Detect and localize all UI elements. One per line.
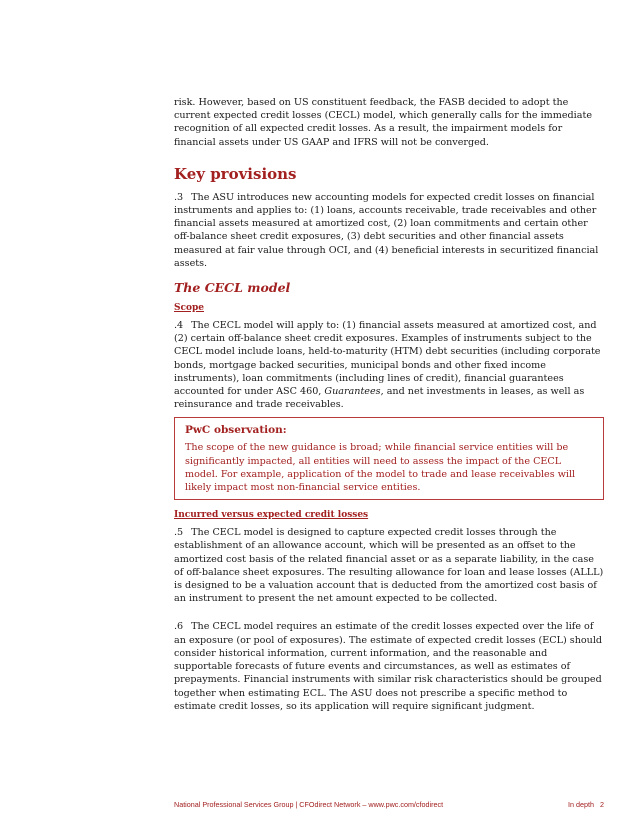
intro-paragraph: risk. However, based on US constituent feedback, the FASB decided to adopt the current expected credit losses (CECL) model, which generally calls for the immediate recognition of all expected credit losses. As a result, the impairment models for financial assets under US GAAP and IFRS will not be converged. — [174, 97, 593, 148]
paragraph-5 — [174, 526, 604, 605]
paragraph-text: The CECL model will apply to: (1) financial assets measured at amortized cost, and (2) certain off-balance sheet credit exposures. Examples of instruments subject to the CECL model include loans, held-to-maturity (HTM) debt securities (including corporate bonds, mortgage backed securities, municipal bonds and other fixed income instruments), loan commitments (including lines of credit), financial guarantees accounted for under ASC 460, — [174, 320, 601, 398]
incurred-vs-expected-heading: Incurred versus expected credit losses — [174, 510, 369, 521]
paragraph-text-end: , and net investments in leases, as well as reinsurance and trade receivables. — [174, 386, 585, 411]
observation-title: PwC observation: — [185, 424, 287, 437]
footer-source: National Professional Services Group | CFOdirect Network – www.pwc.com/cfodirect — [174, 800, 444, 809]
paragraph-text: The CECL model is designed to capture expected credit losses through the establishment of an allowance account, which will be presented as an offset to the amortized cost basis of the related financial asset or as a separate liability, in the case of off-balance sheet exposures. The resulting allowance for loan and lease losses (ALLL) is designed to be a valuation account that is deducted from the amortized cost basis of an instrument to present the net amount expected to be collected. — [174, 527, 604, 605]
paragraph-text: The CECL model requires an estimate of the credit losses expected over the life of an exposure (or pool of exposures). The estimate of expected credit losses (ECL) should consider historical information, current information, and the reasonable and supportable forecasts of future events and circumstances, as well as estimates of prepayments. Financial instruments with similar risk characteristics should be grouped together when estimating ECL. The ASU does not prescribe a specific method to estimate credit losses, so its application will require significant judgment. — [174, 621, 603, 712]
scope-heading: Scope — [174, 303, 205, 314]
footer-right — [564, 800, 604, 809]
page-footer — [174, 800, 604, 809]
cecl-model-heading: The CECL model — [174, 280, 291, 296]
guarantees-italic: Guarantees — [324, 386, 381, 398]
key-provisions-heading: Key provisions — [174, 164, 297, 183]
page-number: 2 — [600, 800, 604, 809]
page-content — [174, 96, 604, 719]
footer-section: In depth — [568, 800, 594, 809]
paragraph-6 — [174, 620, 604, 712]
paragraph-3 — [174, 191, 604, 270]
paragraph-number: .6 — [174, 621, 184, 633]
paragraph-4 — [174, 319, 604, 411]
paragraph-text: The ASU introduces new accounting models for expected credit losses on financial instruments and applies to: (1) loans, accounts receivable, trade receivables and other financial assets measured at amortized cost, (2) loan commitments and certain other off-balance sheet credit exposures, (3) debt securities and other financial assets measured at fair value through OCI, and (4) beneficial interests in securitized financial assets. — [174, 191, 599, 269]
paragraph-number: .5 — [174, 527, 184, 539]
observation-text: The scope of the new guidance is broad; while financial service entities will be significantly impacted, all entities will need to assess the impact of the CECL model. For example, application of the model to trade and lease receivables will likely impact most non-financial service entities. — [185, 442, 576, 494]
pwc-observation-box — [174, 417, 604, 500]
paragraph-number: .3 — [174, 191, 184, 203]
paragraph-number: .4 — [174, 320, 184, 332]
